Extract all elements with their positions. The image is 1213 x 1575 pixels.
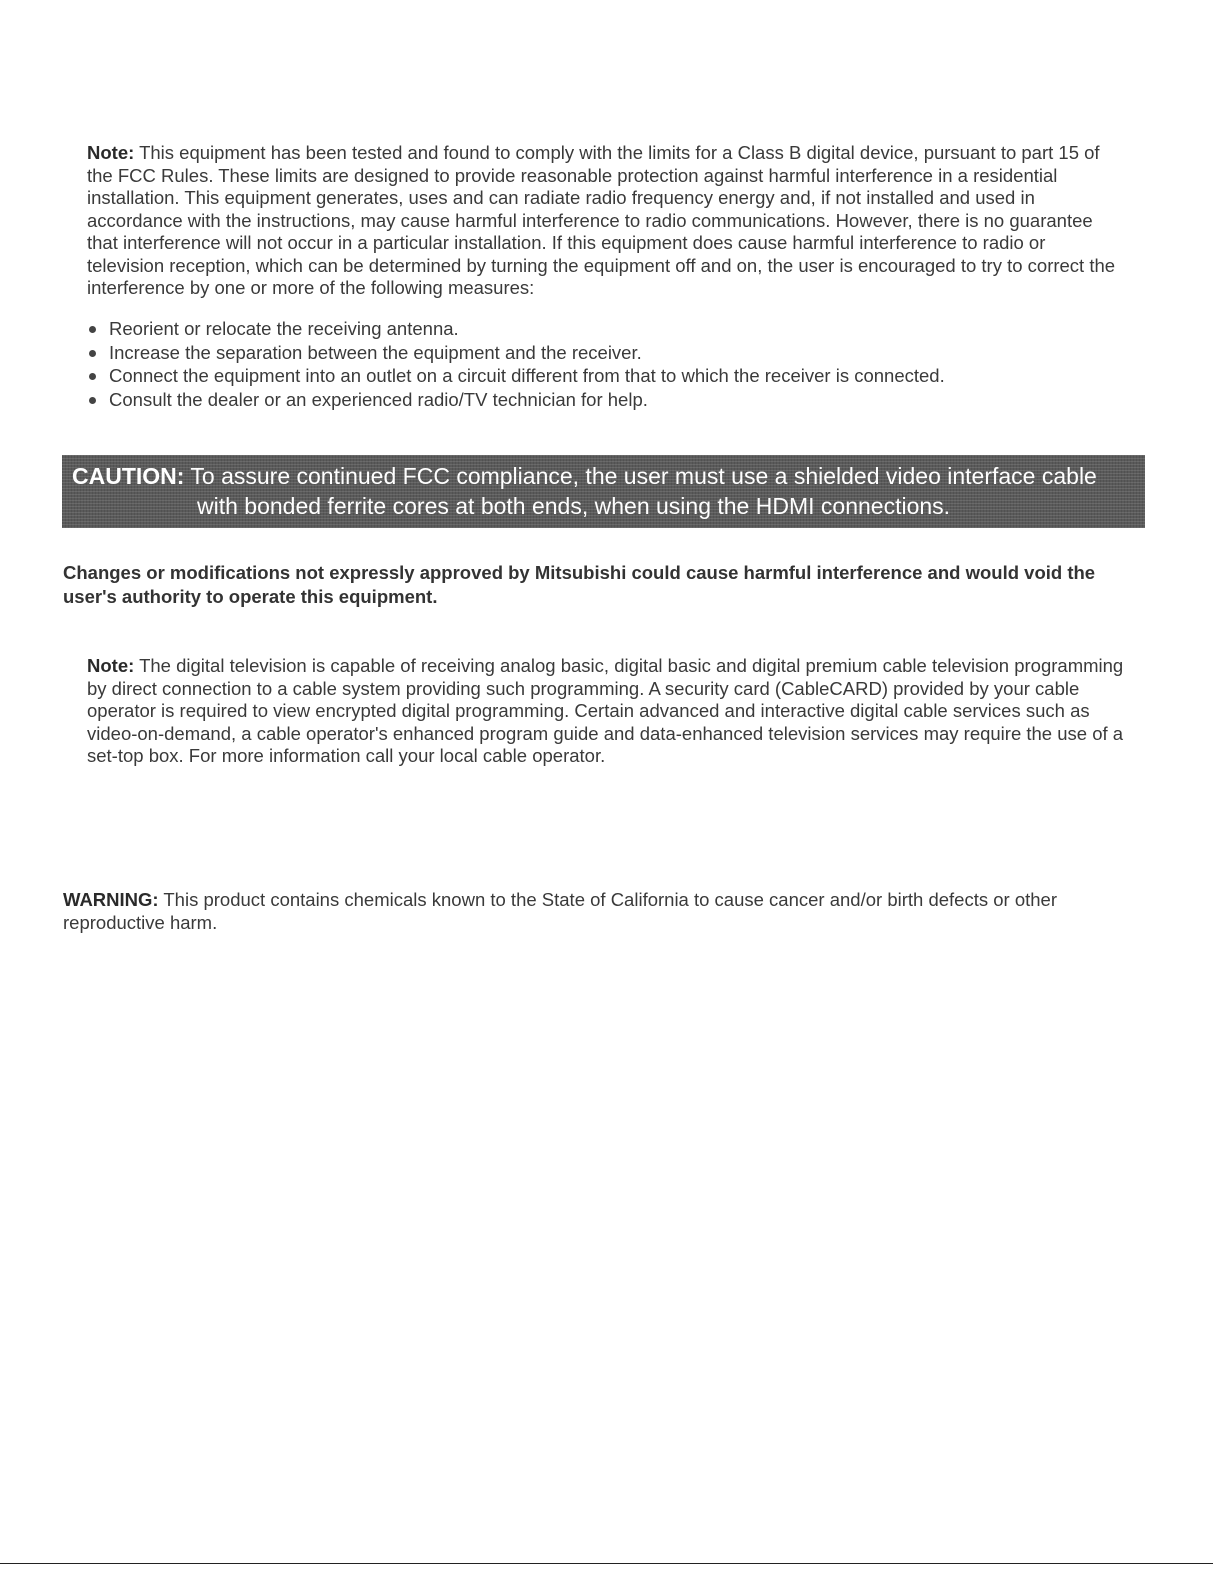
cable-note-text: The digital television is capable of receiving analog basic, digital basic and digital premium cable television programming by direct connection to a cable system providing such programming. A security card (CableCARD) provided by your cable operator is required to view encrypted digital programming. Certain advanced and interactive digital cable services such as video-on-demand, a cable operator's enhanced program guide and data-enhanced television services may require the use of a set-top box. For more information call your local cable operator.	[87, 655, 1124, 766]
list-item	[87, 365, 1127, 388]
list-item	[87, 342, 1127, 365]
warning-label: WARNING:	[63, 889, 159, 910]
fcc-note-paragraph	[87, 142, 1127, 300]
fcc-note-text: This equipment has been tested and found to comply with the limits for a Class B digital device, pursuant to part 15 of the FCC Rules. These limits are designed to provide reasonable protection against harmful interference in a residential installation. This equipment generates, uses and can radiate radio frequency energy and, if not installed and used in accordance with the instructions, may cause harmful interference to radio communications. However, there is no guarantee that interference will not occur in a particular installation. If this equipment does cause harmful interference to radio or television reception, which can be determined by turning the equipment off and on, the user is encouraged to try to correct the interference by one or more of the following measures:	[87, 142, 1116, 298]
cable-note-paragraph	[87, 655, 1127, 768]
measure-text: Consult the dealer or an experienced radio/TV technician for help.	[109, 388, 648, 410]
warning-paragraph	[63, 888, 1143, 934]
fcc-note-label: Note:	[87, 142, 135, 163]
list-item	[87, 318, 1127, 341]
bullet-icon	[89, 350, 96, 357]
measure-text: Reorient or relocate the receiving antenna.	[109, 318, 459, 339]
list-item	[87, 389, 1127, 412]
caution-line-1	[72, 461, 1135, 491]
caution-label: CAUTION:	[72, 463, 185, 489]
caution-line-2: with bonded ferrite cores at both ends, when using the HDMI connections.	[197, 493, 951, 519]
cable-note-label: Note:	[87, 655, 135, 676]
modifications-notice: Changes or modifications not expressly approved by Mitsubishi could cause harmful interference and would void the user's authority to operate this equipment.	[63, 562, 1096, 607]
bullet-icon	[89, 326, 96, 333]
measure-text: Increase the separation between the equipment and the receiver.	[109, 341, 642, 363]
bullet-icon	[89, 397, 96, 404]
interference-measures-list	[87, 318, 1127, 412]
bullet-icon	[89, 373, 96, 380]
caution-banner	[62, 455, 1145, 528]
warning-text: This product contains chemicals known to the State of California to cause cancer and/or birth defects or other reproductive harm.	[63, 889, 1057, 933]
footer-divider	[0, 1563, 1213, 1564]
caution-text-1: To assure continued FCC compliance, the user must use a shielded video interface cable	[184, 463, 1097, 489]
measure-text: Connect the equipment into an outlet on a circuit different from that to which the receiver is connected.	[109, 365, 945, 386]
